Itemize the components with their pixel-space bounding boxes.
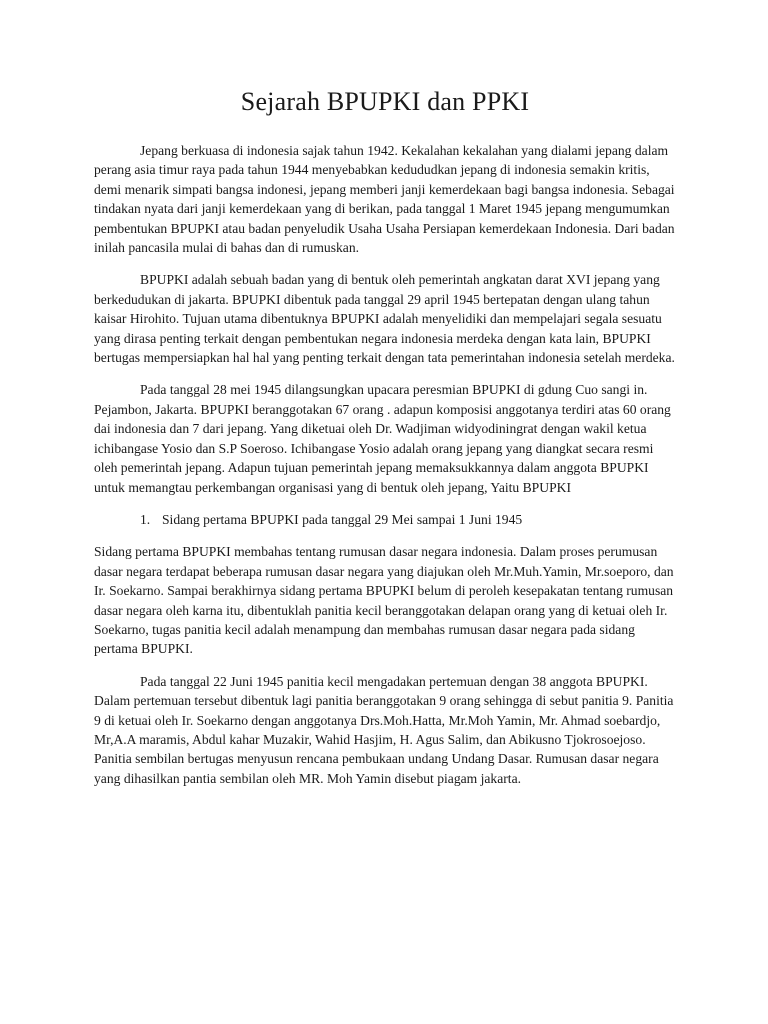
document-title: Sejarah BPUPKI dan PPKI [240,87,530,116]
paragraph-intro: Jepang berkuasa di indonesia sajak tahun 1942. Kekalahan kekalahan yang dialami jepang dalam perang asia timur raya pada tahun 1944 menyebabkan kedududkan jepang di indonesia semakin kritis, demi menarik simpati bangsa indonesi, jepang memberi janji kemerdekaan bagi bangsa indonesia. Sebagai tindakan nyata dari janji kemerdekaan yang di berikan, pada tanggal 1 Maret 1945 jepang mengumumkan pembentukan BPUPKI atau badan penyeludik Usaha Usaha Persiapan kemerdekaan Indonesia. Dari badan inilah pancasila mulai di bahas dan di rumuskan. [94,143,675,256]
list-item-text: Sidang pertama BPUPKI pada tanggal 29 Mei sampai 1 Juni 1945 [162,511,523,527]
document-page [94,85,676,801]
list-item-number: 1. [140,511,151,527]
list-item-first-session [94,510,676,529]
paragraph-first-session: Sidang pertama BPUPKI membahas tentang rumusan dasar negara indonesia. Dalam proses perumusan dasar negara terdapat beberapa rumusan dasar negara yang diajukan oleh Mr.Muh.Yamin, Mr.soeporo, dan Ir. Soekarno. Sampai berakhirnya sidang pertama BPUPKI belum di peroleh kesepakatan tentang rumusan dasar negara oleh karna itu, dibentuklah panitia kecil beranggotakan delapan orang yang di ketuai oleh Ir. Soekarno, tugas panitia kecil adalah menampung dan membahas rumusan dasar negara pada sidang pertama BPUPKI. [94,544,674,657]
paragraph-panitia-sembilan: Pada tanggal 22 Juni 1945 panitia kecil mengadakan pertemuan dengan 38 anggota BPUPKI. Dalam pertemuan tersebut dibentuk lagi panitia beranggotakan 9 orang sehingga di sebut panitia 9. Panitia 9 di ketuai oleh Ir. Soekarno dengan anggotanya Drs.Moh.Hatta, Mr.Moh Yamin, Mr. Ahmad soebardjo, Mr,A.A maramis, Abdul kahar Muzakir, Wahid Hasjim, H. Agus Salim, dan Abikusno Tjokrosoejoso. Panitia sembilan bertugas menyusun rencana pembukaan undang Undang Dasar. Rumusan dasar negara yang dihasilkan pantia sembilan oleh MR. Moh Yamin disebut piagam jakarta. [94,673,674,786]
paragraph-bpupki-definition: BPUPKI adalah sebuah badan yang di bentuk oleh pemerintah angkatan darat XVI jepang yang berkedudukan di jakarta. BPUPKI dibentuk pada tanggal 29 april 1945 bertepatan dengan ulang tahun kaisar Hirohito. Tujuan utama dibentuknya BPUPKI adalah menyelidiki dan mempelajari segala sesuatu yang dirasa penting terkait dengan pembentukan negara indonesia merdeka dengan kata lain, BPUPKI bertugas mempersiapkan hal hal yang penting terkait dengan tata pemerintahan indonesia setelah merdeka. [94,272,675,366]
paragraph-bpupki-inauguration: Pada tanggal 28 mei 1945 dilangsungkan upacara peresmian BPUPKI di gdung Cuo sangi in. Pejambon, Jakarta. BPUPKI beranggotakan 67 orang . adapun komposisi anggotanya terdiri atas 60 orang dai indonesia dan 7 dari jepang. Yang diketuai oleh Dr. Wadjiman widyodiningrat dengan wakil ketua ichibangase Yosio dan S.P Soeroso. Ichibangase Yosio adalah orang jepang yang diangkat secara resmi oleh pemerintah jepang. Adapun tujuan pemerintah jepang memaksukkannya dalam anggota BPUPKI untuk memangtau perkembangan organisasi yang di bentuk oleh jepang, Yaitu BPUPKI [94,382,671,495]
